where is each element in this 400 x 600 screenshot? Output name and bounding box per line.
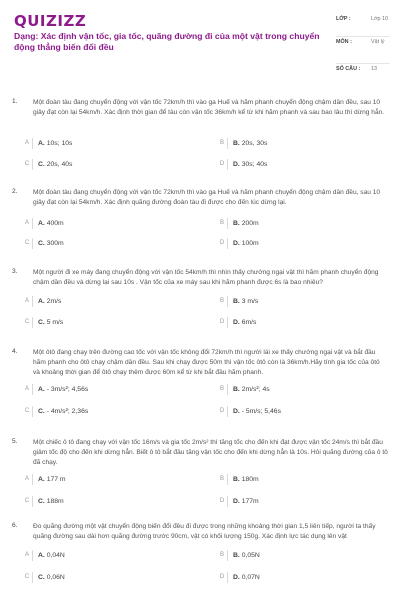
option-value: 10s; 10s — [46, 140, 73, 147]
question-text: Một người đi xe máy đang chuyển động với vận tốc 54km/h thì nhìn thấy chướng ngại vật thì hãm phanh chuyển động chậm dần đều và dừng lại sau 10s . Vận tốc của xe máy sau khi hãm phanh được 6s là bao nhiêu? — [33, 269, 379, 286]
option-b[interactable] — [217, 474, 367, 485]
option-d[interactable] — [217, 406, 367, 417]
option-b[interactable] — [217, 550, 367, 561]
option-value: 0,05N — [241, 552, 260, 559]
option-label: A. — [38, 140, 45, 147]
option-value: 30s; 40s — [241, 161, 268, 168]
option-c[interactable] — [22, 159, 172, 170]
option-letter: A — [22, 384, 33, 395]
option-value: 0,06N — [46, 574, 65, 581]
option-value: 200m — [241, 220, 259, 227]
option-b[interactable] — [217, 296, 367, 307]
option-label: C. — [38, 240, 45, 247]
option-value: 177m — [241, 498, 259, 505]
question-text: Đo quãng đường một vật chuyển động biến đổi đều đi được trong những khoảng thời gian 1,5 liên tiếp, người ta thấy quãng đường sau dài hơn quãng đường trước 90cm, vật có khối lượng 150g. Xác định lực tác dụng lên vật — [33, 523, 376, 540]
option-letter: A — [22, 550, 33, 561]
question-number: 3. — [12, 268, 18, 275]
class-label: LỚP : — [336, 16, 351, 22]
option-letter: A — [22, 296, 33, 307]
option-c[interactable] — [22, 406, 172, 417]
option-letter: C — [22, 238, 33, 249]
question-4 — [0, 342, 400, 428]
class-value: Lớp 10 — [371, 16, 389, 22]
option-label: D. — [233, 408, 240, 415]
question-number: 6. — [12, 522, 18, 529]
option-label: D. — [233, 574, 240, 581]
option-label: B. — [233, 220, 240, 227]
option-value: 177 m — [46, 476, 66, 483]
count-label: SỐ CÂU : — [336, 66, 361, 72]
option-letter: C — [22, 317, 33, 328]
option-a[interactable] — [22, 474, 172, 485]
option-b[interactable] — [217, 138, 367, 149]
option-a[interactable] — [22, 296, 172, 307]
option-letter: C — [22, 159, 33, 170]
option-value: 2m/s²; 4s — [241, 386, 270, 393]
option-value: 3 m/s — [241, 298, 259, 305]
option-label: A. — [38, 476, 45, 483]
option-label: B. — [233, 552, 240, 559]
subject-value: Vật lý — [371, 39, 385, 45]
option-label: A. — [38, 298, 45, 305]
option-letter: C — [22, 406, 33, 417]
option-letter: D — [217, 317, 228, 328]
option-letter: D — [217, 159, 228, 170]
option-label: D. — [233, 498, 240, 505]
option-letter: D — [217, 238, 228, 249]
option-value: 0,07N — [241, 574, 260, 581]
option-value: 180m — [241, 476, 259, 483]
meta-class-row — [336, 14, 390, 37]
option-label: C. — [38, 498, 45, 505]
option-letter: B — [217, 384, 228, 395]
question-number: 5. — [12, 438, 18, 445]
option-value: 6m/s — [241, 319, 257, 326]
option-letter: A — [22, 138, 33, 149]
option-label: A. — [38, 220, 45, 227]
option-a[interactable] — [22, 384, 172, 395]
option-d[interactable] — [217, 238, 367, 249]
meta-count-row — [336, 64, 390, 76]
option-letter: B — [217, 550, 228, 561]
option-label: C. — [38, 161, 45, 168]
option-c[interactable] — [22, 572, 172, 583]
option-b[interactable] — [217, 384, 367, 395]
option-d[interactable] — [217, 159, 367, 170]
worksheet-header — [0, 0, 400, 84]
question-text: Một đoàn tàu đang chuyển động với vận tốc 72km/h thì vào ga Huế và hãm phanh chuyển động chậm dần đều, sau 10 giây đạt còn lại 54km/h. Xác định quãng đường đoàn tàu đi được cho đến lúc dừng lại. — [33, 189, 381, 206]
option-letter: B — [217, 296, 228, 307]
question-text: Một ôtô đang chạy trên đường cao tốc với vận tốc không đổi 72km/h thì người lái xe thấy chướng ngại vật và bắt đầu hãm phanh cho ôtô chạy chậm dần đều. Sau khi chạy được 50m thì vận tốc ôtô còn là 36km/h.Hãy tính gia tốc của ôtô và khoảng thời gian để ôtô chạy thêm được 60m kể từ khi bắt đầu hãm phanh. — [33, 349, 380, 376]
question-1 — [0, 92, 400, 174]
option-label: C. — [38, 408, 45, 415]
option-label: B. — [233, 386, 240, 393]
option-label: B. — [233, 140, 240, 147]
option-label: C. — [38, 319, 45, 326]
option-label: A. — [38, 386, 45, 393]
option-value: - 5m/s; 5,46s — [241, 408, 281, 415]
question-3 — [0, 262, 400, 334]
option-label: C. — [38, 574, 45, 581]
option-letter: D — [217, 572, 228, 583]
option-value: - 3m/s²; 4,56s — [46, 386, 89, 393]
option-letter: C — [22, 496, 33, 507]
option-c[interactable] — [22, 317, 172, 328]
option-label: B. — [233, 298, 240, 305]
option-label: A. — [38, 552, 45, 559]
option-label: B. — [233, 476, 240, 483]
question-5 — [0, 432, 400, 518]
option-letter: D — [217, 406, 228, 417]
subject-label: MÔN : — [336, 39, 352, 45]
question-text: Một đoàn tàu đang chuyển động với vận tốc 72km/h thì vào ga Huế và hãm phanh chuyển động chậm dần đều, sau 10 giây đạt còn lại 54km/h. Xác định thời gian để tàu còn vận tốc 36km/h kể từ khi hãm phanh và sau bao lâu thì dừng hẳn. — [33, 99, 385, 116]
option-letter: B — [217, 218, 228, 229]
option-d[interactable] — [217, 496, 367, 507]
option-value: 0,04N — [46, 552, 65, 559]
option-letter: C — [22, 572, 33, 583]
quizizz-logo: QUIZIZZ — [14, 12, 87, 30]
option-value: 2m/s — [46, 298, 62, 305]
option-letter: A — [22, 218, 33, 229]
option-letter: B — [217, 474, 228, 485]
worksheet-title: Dạng: Xác định vận tốc, gia tốc, quãng đường đi của một vật trong chuyển động thẳng biến đổi đều — [14, 31, 320, 52]
option-value: 300m — [46, 240, 64, 247]
option-a[interactable] — [22, 138, 172, 149]
option-value: 20s, 40s — [46, 161, 73, 168]
option-label: D. — [233, 240, 240, 247]
question-number: 4. — [12, 348, 18, 355]
option-a[interactable] — [22, 550, 172, 561]
option-c[interactable] — [22, 496, 172, 507]
meta-subject-row — [336, 37, 390, 64]
option-value: 100m — [241, 240, 259, 247]
worksheet-meta — [336, 14, 390, 76]
option-d[interactable] — [217, 317, 367, 328]
question-number: 2. — [12, 188, 18, 195]
option-letter: B — [217, 138, 228, 149]
option-label: D. — [233, 161, 240, 168]
option-a[interactable] — [22, 218, 172, 229]
option-letter: D — [217, 496, 228, 507]
question-2 — [0, 182, 400, 252]
option-value: 188m — [46, 498, 64, 505]
option-c[interactable] — [22, 238, 172, 249]
option-value: - 4m/s²; 2,36s — [46, 408, 89, 415]
question-number: 1. — [12, 98, 18, 105]
option-value: 20s, 30s — [241, 140, 268, 147]
question-text: Một chiếc ô tô đang chạy với vận tốc 16m/s và gia tốc 2m/s² thì tăng tốc cho đến khi đạt được vận tốc 24m/s thì bắt đầu giảm tốc độ cho đến khi dừng hẳn. Biết ô tô bắt đầu tăng vận tốc cho đến khi dừng hẳn là 10s. Hỏi quãng đường của ô tô đã chạy. — [33, 439, 388, 466]
option-value: 5 m/s — [46, 319, 64, 326]
option-b[interactable] — [217, 218, 367, 229]
option-value: 400m — [46, 220, 64, 227]
option-d[interactable] — [217, 572, 367, 583]
option-label: D. — [233, 319, 240, 326]
count-value: 13 — [371, 66, 377, 72]
question-6 — [0, 516, 400, 600]
option-letter: A — [22, 474, 33, 485]
